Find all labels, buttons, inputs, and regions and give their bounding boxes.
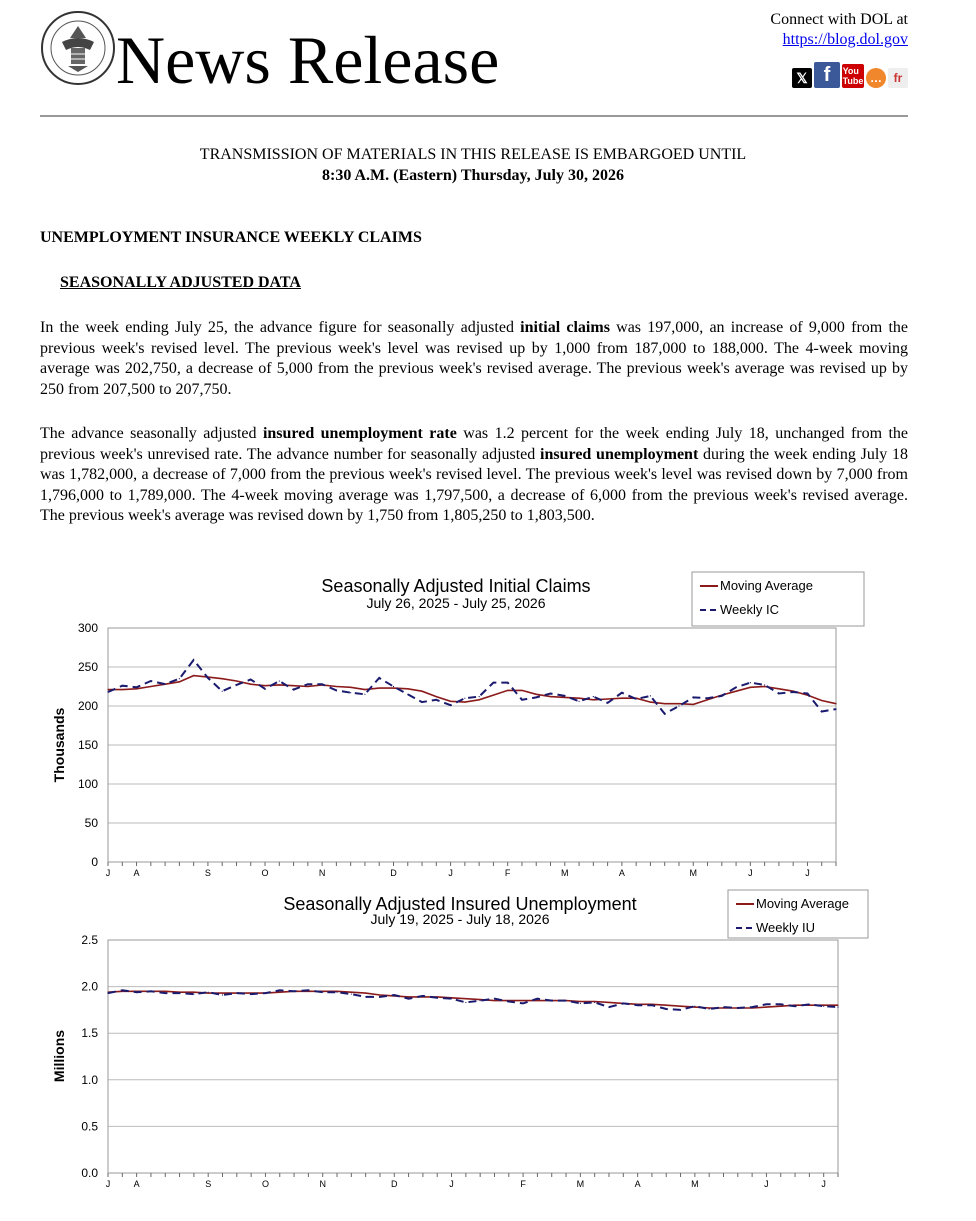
data-point <box>336 992 337 993</box>
p2-post: during the week ending July 18 was 1,782,000, a decrease of 7,000 from the previous week's revised level. The previous week's level was revised down by 7,000 from 1,796,000 to 1,789,000. The 4-week moving average was 1,797,500, a decrease of 6,000 from the previous week's revised average. The previous week's average was revised down by 1,750 from 1,805,250 to 1,803,500. <box>40 445 909 525</box>
y-tick-label: 0.0 <box>81 1166 98 1180</box>
data-point <box>322 992 323 993</box>
x-month-label: J <box>821 1179 826 1189</box>
x-month-label: A <box>133 1179 140 1189</box>
data-point <box>580 1001 581 1002</box>
data-point <box>821 711 822 712</box>
data-point <box>165 991 166 992</box>
data-point <box>222 993 223 994</box>
data-point <box>766 1007 767 1008</box>
data-point <box>465 1002 466 1003</box>
embargo-notice <box>0 144 946 186</box>
data-point <box>122 685 123 686</box>
section-heading: UNEMPLOYMENT INSURANCE WEEKLY CLAIMS <box>40 229 422 246</box>
p2-bold-1: insured unemployment rate <box>262 425 457 442</box>
x-month-label: F <box>504 868 511 878</box>
data-point <box>207 677 208 678</box>
data-point <box>494 998 495 999</box>
data-point <box>837 1005 838 1006</box>
data-point <box>422 995 423 996</box>
data-point <box>479 699 480 700</box>
data-point <box>250 684 251 685</box>
facebook-icon[interactable]: f <box>814 62 840 88</box>
data-point <box>623 1003 624 1004</box>
data-point <box>393 686 394 687</box>
data-point <box>279 680 280 681</box>
data-point <box>664 703 665 704</box>
data-point <box>350 692 351 693</box>
p1-pre: In the week ending July 25, the advance figure for seasonally adjusted <box>40 319 521 336</box>
x-month-label: M <box>561 868 569 878</box>
x-month-label: N <box>319 1179 326 1189</box>
data-point <box>565 1000 566 1001</box>
chart-title: Seasonally Adjusted Initial Claims <box>321 576 591 596</box>
data-point <box>437 997 438 998</box>
data-point <box>208 992 209 993</box>
y-tick-label: 1.0 <box>81 1072 98 1087</box>
data-point <box>735 687 736 688</box>
youtube-icon[interactable]: You Tube <box>842 66 864 86</box>
data-point <box>550 693 551 694</box>
chart-subtitle: July 26, 2025 - July 25, 2026 <box>366 595 546 611</box>
data-point <box>493 682 494 683</box>
data-point <box>236 993 237 994</box>
data-point <box>236 684 237 685</box>
y-tick-label: 2.0 <box>81 979 98 994</box>
x-month-label: J <box>449 1179 454 1189</box>
fr-icon[interactable]: fr <box>888 68 908 88</box>
data-point <box>536 697 537 698</box>
insured-unemployment-paragraph <box>40 424 908 527</box>
data-point <box>179 681 180 682</box>
initial-claims-chart <box>40 568 880 880</box>
data-point <box>764 686 765 687</box>
y-tick-label: 1.5 <box>81 1026 98 1041</box>
legend-label: Moving Average <box>756 896 849 911</box>
data-point <box>636 698 637 699</box>
data-point <box>608 1002 609 1003</box>
data-point <box>307 686 308 687</box>
data-point <box>264 685 265 686</box>
data-point <box>222 994 223 995</box>
data-point <box>394 994 395 995</box>
header-divider <box>40 115 908 117</box>
data-point <box>835 709 836 710</box>
data-point <box>607 698 608 699</box>
data-point <box>778 693 779 694</box>
data-point <box>107 691 108 692</box>
x-month-label: J <box>748 868 753 878</box>
data-point <box>593 696 594 697</box>
data-point <box>464 698 465 699</box>
data-point <box>236 680 237 681</box>
data-point <box>480 1000 481 1001</box>
data-point <box>536 694 537 695</box>
data-point <box>594 1002 595 1003</box>
data-point <box>450 701 451 702</box>
data-point <box>607 702 608 703</box>
data-point <box>578 701 579 702</box>
data-point <box>293 685 294 686</box>
data-point <box>293 689 294 690</box>
x-month-label: A <box>634 1179 641 1189</box>
data-point <box>750 682 751 683</box>
data-point <box>766 1004 767 1005</box>
data-point <box>693 697 694 698</box>
page-title: News Release <box>116 22 500 98</box>
data-point <box>650 702 651 703</box>
series-line-moving-average <box>108 676 836 705</box>
legend-label: Weekly IU <box>756 920 815 935</box>
data-point <box>678 703 679 704</box>
subsection-heading: SEASONALLY ADJUSTED DATA <box>60 274 301 291</box>
data-point <box>436 696 437 697</box>
initial-claims-paragraph <box>40 318 908 400</box>
y-tick-label: 250 <box>77 660 98 674</box>
data-point <box>780 1006 781 1007</box>
data-point <box>136 992 137 993</box>
x-month-label: J <box>805 868 810 878</box>
data-point <box>193 992 194 993</box>
data-point <box>251 993 252 994</box>
data-point <box>193 675 194 676</box>
chat-icon[interactable]: … <box>866 68 886 88</box>
x-month-label: F <box>520 1179 526 1189</box>
data-point <box>621 692 622 693</box>
data-point <box>336 686 337 687</box>
data-point <box>322 684 323 685</box>
data-point <box>650 695 651 696</box>
embargo-line-2: 8:30 A.M. (Eastern) Thursday, July 30, 2026 <box>322 167 624 184</box>
y-tick-label: 300 <box>77 621 98 635</box>
data-point <box>707 699 708 700</box>
data-point <box>564 697 565 698</box>
data-point <box>507 682 508 683</box>
x-month-label: J <box>764 1179 769 1189</box>
data-point <box>193 659 194 660</box>
data-point <box>666 1005 667 1006</box>
data-point <box>222 678 223 679</box>
data-point <box>393 687 394 688</box>
data-point <box>164 684 165 685</box>
data-point <box>666 1008 667 1009</box>
data-point <box>351 992 352 993</box>
data-point <box>421 691 422 692</box>
data-point <box>136 687 137 688</box>
data-point <box>379 687 380 688</box>
data-point <box>407 694 408 695</box>
x-month-label: O <box>261 868 269 878</box>
data-point <box>578 698 579 699</box>
data-point <box>522 1003 523 1004</box>
data-point <box>522 1000 523 1001</box>
data-point <box>193 993 194 994</box>
connect-block <box>770 10 908 50</box>
data-point <box>735 691 736 692</box>
y-tick-label: 0.5 <box>81 1119 98 1134</box>
data-point <box>465 998 466 999</box>
data-point <box>537 1000 538 1001</box>
data-point <box>150 991 151 992</box>
data-point <box>551 1000 552 1001</box>
data-point <box>823 1006 824 1007</box>
data-point <box>521 690 522 691</box>
data-point <box>521 699 522 700</box>
p2-mid: was 1.2 percent for the week ending July 18, unchanged from the previous week's unrevised rate. The advance number for seasonally adjusted <box>40 425 909 463</box>
plot-area <box>108 940 838 1173</box>
data-point <box>807 693 808 694</box>
x-month-label: N <box>318 868 326 878</box>
data-point <box>351 993 352 994</box>
data-point <box>150 686 151 687</box>
data-point <box>421 702 422 703</box>
data-point <box>364 694 365 695</box>
data-point <box>637 1005 638 1006</box>
y-tick-label: 150 <box>77 738 98 752</box>
data-point <box>364 689 365 690</box>
y-tick-label: 100 <box>77 777 98 791</box>
data-point <box>150 680 151 681</box>
x-month-label: S <box>204 868 211 878</box>
data-point <box>707 698 708 699</box>
data-point <box>537 998 538 999</box>
data-point <box>350 687 351 688</box>
data-point <box>493 694 494 695</box>
data-point <box>593 699 594 700</box>
insured-unemployment-chart <box>40 886 880 1190</box>
x-month-label: D <box>391 1179 398 1189</box>
x-icon[interactable]: 𝕏 <box>792 68 812 88</box>
series-line-weekly-iu <box>108 990 838 1010</box>
data-point <box>479 696 480 697</box>
data-point <box>664 713 665 714</box>
data-point <box>307 684 308 685</box>
data-point <box>737 1007 738 1008</box>
dol-seal-logo <box>40 10 116 86</box>
data-point <box>621 698 622 699</box>
data-point <box>179 678 180 679</box>
data-point <box>709 1008 710 1009</box>
x-month-label: M <box>689 868 698 878</box>
data-point <box>107 689 108 690</box>
embargo-line-1: TRANSMISSION OF MATERIALS IN THIS RELEASE IS EMBARGOED UNTIL <box>199 146 747 163</box>
data-point <box>450 705 451 706</box>
data-point <box>694 1006 695 1007</box>
data-point <box>379 996 380 997</box>
data-point <box>550 696 551 697</box>
x-month-label: D <box>390 868 397 878</box>
data-point <box>279 990 280 991</box>
data-point <box>464 702 465 703</box>
legend-label: Moving Average <box>720 578 813 593</box>
data-point <box>408 998 409 999</box>
data-point <box>379 677 380 678</box>
y-tick-label: 200 <box>77 699 98 713</box>
data-point <box>451 998 452 999</box>
data-point <box>379 994 380 995</box>
data-point <box>764 684 765 685</box>
data-point <box>721 695 722 696</box>
data-point <box>608 1007 609 1008</box>
data-point <box>564 695 565 696</box>
data-point <box>336 690 337 691</box>
data-point <box>122 990 123 991</box>
data-point <box>780 1004 781 1005</box>
data-point <box>678 705 679 706</box>
data-point <box>778 688 779 689</box>
y-tick-label: 2.5 <box>81 933 98 947</box>
data-point <box>821 700 822 701</box>
data-point <box>508 1001 509 1002</box>
x-month-label: A <box>133 868 140 878</box>
p2-pre: The advance seasonally adjusted <box>40 425 263 442</box>
data-point <box>293 991 294 992</box>
p1-post: was 197,000, an increase of 9,000 from the previous week's revised level. The previous week's level was revised up by 1,000 from 187,000 to 188,000. The 4-week moving average was 202,750, a decrease of 5,000 from the previous week's revised average. The previous week's average was revised up by 250 from 207,500 to 207,750. <box>40 319 908 398</box>
data-point <box>680 1009 681 1010</box>
y-tick-label: 0 <box>91 855 98 869</box>
data-point <box>750 687 751 688</box>
data-point <box>264 688 265 689</box>
social-icons <box>792 62 908 88</box>
data-point <box>693 704 694 705</box>
data-point <box>793 691 794 692</box>
x-month-label: O <box>261 1179 269 1189</box>
data-point <box>408 996 409 997</box>
data-point <box>222 691 223 692</box>
connect-text: Connect with DOL at <box>770 11 908 28</box>
data-point <box>507 690 508 691</box>
data-point <box>809 1004 810 1005</box>
y-axis-label: Millions <box>51 1029 67 1083</box>
y-axis-label: Thousands <box>51 707 67 783</box>
x-month-label: A <box>618 868 625 878</box>
data-point <box>835 703 836 704</box>
data-point <box>136 688 137 689</box>
legend-label: Weekly IC <box>720 602 779 617</box>
data-point <box>365 996 366 997</box>
blog-link[interactable]: https://blog.dol.gov <box>782 31 908 48</box>
chart-title: Seasonally Adjusted Insured Unemployment <box>283 894 637 914</box>
data-point <box>680 1006 681 1007</box>
y-tick-label: 50 <box>84 816 98 830</box>
data-point <box>122 689 123 690</box>
data-point <box>494 1000 495 1001</box>
data-point <box>165 993 166 994</box>
x-month-label: J <box>105 1179 111 1189</box>
data-point <box>651 1005 652 1006</box>
x-month-label: J <box>448 868 453 878</box>
x-month-label: M <box>691 1179 699 1189</box>
data-point <box>107 993 108 994</box>
data-point <box>279 992 280 993</box>
p2-bold-2: insured unemployment <box>540 445 699 463</box>
data-point <box>837 1007 838 1008</box>
data-point <box>279 684 280 685</box>
x-month-label: S <box>205 1179 212 1189</box>
data-point <box>250 679 251 680</box>
data-point <box>436 699 437 700</box>
data-point <box>752 1007 753 1008</box>
data-point <box>365 993 366 994</box>
p1-bold: initial claims <box>520 319 610 336</box>
data-point <box>580 1003 581 1004</box>
x-month-label: M <box>576 1179 585 1189</box>
data-point <box>794 1006 795 1007</box>
chart-subtitle: July 19, 2025 - July 18, 2026 <box>370 911 550 927</box>
data-point <box>308 990 309 991</box>
x-month-label: J <box>105 868 111 878</box>
data-point <box>723 1007 724 1008</box>
data-point <box>179 993 180 994</box>
data-point <box>407 688 408 689</box>
data-point <box>265 993 266 994</box>
